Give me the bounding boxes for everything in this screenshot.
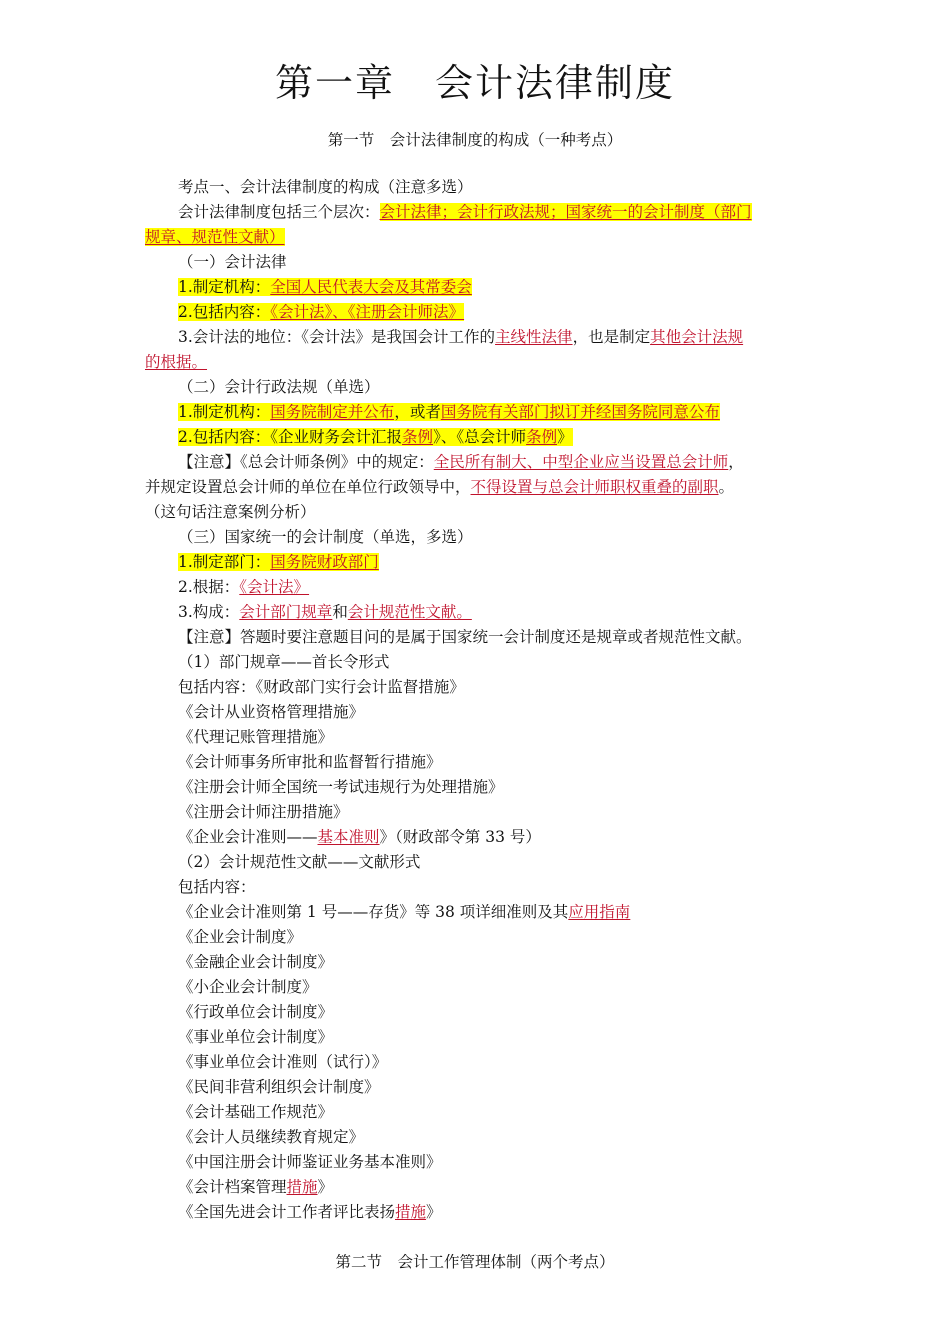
emphasis-text: 会计部门规章 bbox=[239, 603, 333, 621]
text-run: 》 bbox=[317, 1178, 334, 1196]
text-run: 考点一、会计法律制度的构成（注意多选） bbox=[178, 178, 473, 196]
emphasis-text: 主线性法律 bbox=[495, 328, 573, 346]
text-run: 《会计师事务所审批和监督暂行措施》 bbox=[178, 753, 442, 771]
highlighted-text: 1.制定部门： bbox=[178, 553, 271, 571]
text-line bbox=[178, 652, 848, 672]
text-line bbox=[178, 177, 848, 197]
text-run: 《中国注册会计师鉴证业务基本准则》 bbox=[178, 1153, 442, 1171]
emphasis-text: 不得设置与总会计师职权重叠的副职 bbox=[470, 478, 719, 496]
subsection-heading bbox=[178, 377, 848, 397]
emphasis-text: 其他会计法规 bbox=[650, 328, 744, 346]
highlighted-text: 》、《总会计师 bbox=[433, 428, 527, 446]
text-line bbox=[178, 577, 848, 597]
text-run: （三）国家统一的会计制度（单选，多选） bbox=[178, 528, 473, 546]
text-run: 并规定设置总会计师的单位在单位行政领导中， bbox=[145, 478, 471, 496]
text-line bbox=[178, 202, 848, 222]
emphasis-text: 措施 bbox=[395, 1203, 427, 1221]
text-run: 《全国先进会计工作者评比表扬 bbox=[178, 1203, 396, 1221]
text-run: 《企业会计准则—— bbox=[178, 828, 318, 846]
text-line bbox=[178, 452, 848, 472]
text-run: 和 bbox=[332, 603, 348, 621]
emphasis-text: 会计规范性文献。 bbox=[347, 603, 472, 621]
text-run: 《会计人员继续教育规定》 bbox=[178, 1128, 365, 1146]
list-item bbox=[178, 1027, 848, 1047]
highlighted-text: 《会计法》、《注册会计师法》 bbox=[270, 303, 465, 321]
text-line bbox=[178, 302, 848, 322]
text-run: 《会计基础工作规范》 bbox=[178, 1103, 334, 1121]
list-item bbox=[178, 1102, 848, 1122]
emphasis-text: 《会计法》 bbox=[239, 578, 310, 596]
emphasis-text: 全民所有制大、中型企业应当设置总会计师 bbox=[433, 453, 729, 471]
highlighted-text: 全国人民代表大会及其常委会 bbox=[270, 278, 472, 296]
text-line bbox=[178, 627, 848, 647]
text-line bbox=[145, 502, 815, 522]
list-item bbox=[178, 1052, 848, 1072]
section-title: 第一节 会计法律制度的构成（一种考点） bbox=[327, 131, 623, 149]
text-line bbox=[178, 402, 848, 422]
list-item bbox=[178, 1002, 848, 1022]
text-run: 【注意】《总会计师条例》中的规定： bbox=[178, 453, 434, 471]
text-run: （这句话注意案例分析） bbox=[145, 503, 316, 521]
text-run: 《注册会计师全国统一考试违规行为处理措施》 bbox=[178, 778, 504, 796]
highlighted-text: 国务院有关部门拟订并经国务院同意公布 bbox=[440, 403, 720, 421]
text-line bbox=[178, 877, 848, 897]
text-run: 包括内容： bbox=[178, 878, 256, 896]
list-item bbox=[178, 1177, 848, 1197]
highlighted-text: 1.制定机构： bbox=[178, 403, 271, 421]
highlighted-text: 2.包括内容：《企业财务会计汇报 bbox=[178, 428, 403, 446]
list-item bbox=[178, 827, 848, 847]
text-line bbox=[178, 677, 848, 697]
text-run: （1）部门规章——首长令形式 bbox=[178, 653, 390, 671]
text-line bbox=[178, 327, 848, 347]
text-line bbox=[178, 602, 848, 622]
highlighted-text: 会计法律；会计行政法规；国家统一的会计制度（部门 bbox=[379, 203, 752, 221]
emphasis-text: 应用指南 bbox=[568, 903, 631, 921]
text-line bbox=[145, 477, 815, 497]
emphasis-text: 措施 bbox=[286, 1178, 318, 1196]
text-run: 《小企业会计制度》 bbox=[178, 978, 318, 996]
list-item bbox=[178, 952, 848, 972]
text-run: 《事业单位会计制度》 bbox=[178, 1028, 334, 1046]
list-item bbox=[178, 1077, 848, 1097]
text-run: 《注册会计师注册措施》 bbox=[178, 803, 349, 821]
list-item bbox=[178, 927, 848, 947]
text-run: 包括内容：《财政部门实行会计监督措施》 bbox=[178, 678, 465, 696]
text-line bbox=[178, 852, 848, 872]
list-item bbox=[178, 777, 848, 797]
text-run: 《民间非营利组织会计制度》 bbox=[178, 1078, 380, 1096]
emphasis-text: 基本准则 bbox=[317, 828, 380, 846]
highlighted-text: 》 bbox=[557, 428, 573, 446]
text-line bbox=[145, 227, 815, 247]
list-item bbox=[178, 702, 848, 722]
section-title: 第二节 会计工作管理体制（两个考点） bbox=[335, 1253, 615, 1271]
text-run: 会计法律制度包括三个层次： bbox=[178, 203, 380, 221]
text-line bbox=[145, 352, 815, 372]
text-run: 》 bbox=[426, 1203, 442, 1221]
list-item bbox=[178, 1152, 848, 1172]
chapter-title: 第一章 会计法律制度 bbox=[274, 61, 675, 105]
highlighted-text: ，或者 bbox=[394, 403, 441, 421]
text-run: 《企业会计制度》 bbox=[178, 928, 303, 946]
list-item bbox=[178, 902, 848, 922]
text-run: 《代理记账管理措施》 bbox=[178, 728, 334, 746]
text-run: （2）会计规范性文献——文献形式 bbox=[178, 853, 421, 871]
subsection-heading bbox=[178, 252, 848, 272]
list-item bbox=[178, 727, 848, 747]
text-run: 《企业会计准则第 1 号——存货》等 38 项详细准则及其 bbox=[178, 903, 569, 921]
subsection-heading bbox=[178, 527, 848, 547]
highlighted-text: 条例 bbox=[402, 428, 434, 446]
highlighted-text: 1.制定机构： bbox=[178, 278, 271, 296]
text-run: 《会计从业资格管理措施》 bbox=[178, 703, 365, 721]
text-run: （二）会计行政法规（单选） bbox=[178, 378, 380, 396]
text-line bbox=[178, 277, 848, 297]
list-item bbox=[178, 752, 848, 772]
text-run: 《会计档案管理 bbox=[178, 1178, 287, 1196]
text-run: 【注意】答题时要注意题目问的是属于国家统一会计制度还是规章或者规范性文献。 bbox=[178, 628, 752, 646]
text-run: 。 bbox=[718, 478, 735, 496]
highlighted-text: 国务院财政部门 bbox=[270, 553, 379, 571]
highlighted-text: 国务院制定并公布 bbox=[270, 403, 395, 421]
text-run: 《行政单位会计制度》 bbox=[178, 1003, 334, 1021]
text-run: ， bbox=[728, 453, 744, 471]
text-run: 3.构成： bbox=[178, 603, 240, 621]
text-run: （一）会计法律 bbox=[178, 253, 287, 271]
text-run: 2.根据： bbox=[178, 578, 240, 596]
highlighted-text: 条例 bbox=[526, 428, 558, 446]
text-run: ，也是制定 bbox=[572, 328, 651, 346]
text-run: 《事业单位会计准则（试行）》 bbox=[178, 1053, 388, 1071]
highlighted-text: 2.包括内容： bbox=[178, 303, 271, 321]
text-line bbox=[178, 552, 848, 572]
list-item bbox=[178, 802, 848, 822]
list-item bbox=[178, 1127, 848, 1147]
list-item bbox=[178, 977, 848, 997]
list-item bbox=[178, 1202, 848, 1222]
emphasis-text: 的根据。 bbox=[145, 353, 208, 371]
text-run: 《金融企业会计制度》 bbox=[178, 953, 334, 971]
text-line bbox=[178, 427, 848, 447]
text-run: 3.会计法的地位：《会计法》是我国会计工作的 bbox=[178, 328, 496, 346]
text-run: 》（财政部令第 33 号） bbox=[379, 828, 541, 846]
highlighted-text: 规章、规范性文献） bbox=[145, 228, 285, 246]
